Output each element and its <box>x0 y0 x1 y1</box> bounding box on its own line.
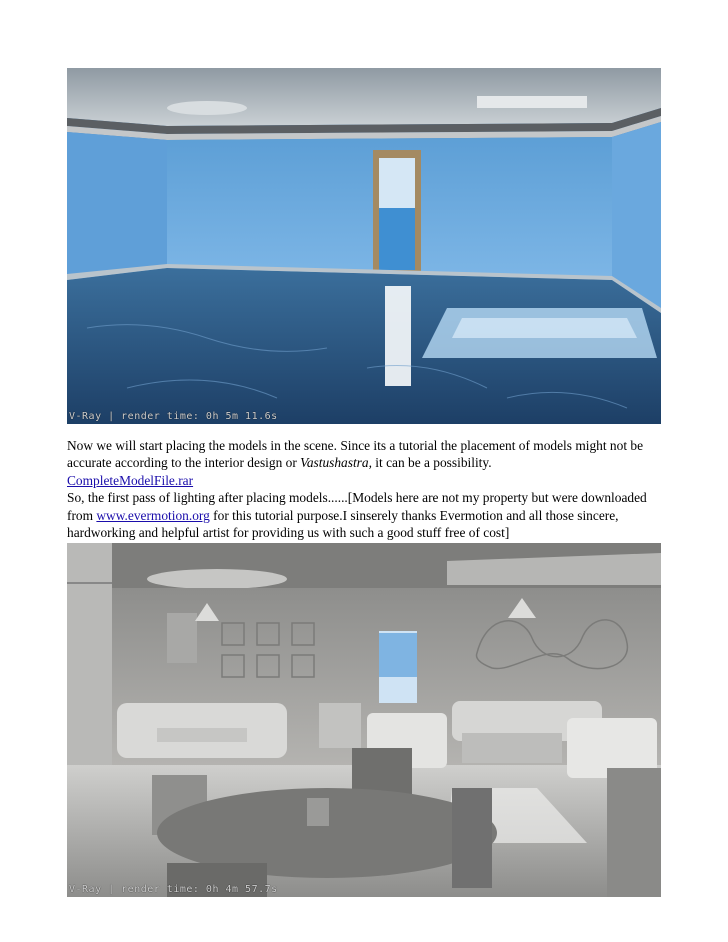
empty-room-render <box>67 68 661 424</box>
furnished-room-render <box>67 543 661 897</box>
evermotion-link[interactable]: www.evermotion.org <box>96 507 210 523</box>
lighting-pass-paragraph: So, the first pass of lighting after placing models......[Models here are not my property but were downloaded from www.evermotion.org for this tutorial purpose.I sinserely thanks Evermotion and all those sincere, hardworking and helpful artist for providing us with such a good stuff free of cost] <box>67 490 647 541</box>
furnished-room-image <box>67 543 661 897</box>
render-time-caption: V-Ray | render time: 0h 4m 57.7s <box>69 884 278 895</box>
render-time-caption: V-Ray | render time: 0h 5m 11.6s <box>69 411 278 422</box>
tutorial-text <box>67 437 667 541</box>
empty-room-image <box>67 68 661 424</box>
model-file-download-link[interactable]: CompleteModelFile.rar <box>67 472 194 488</box>
intro-paragraph: Now we will start placing the models in the scene. Since its a tutorial the placement of models might not be accurate according to the interior design or Vastushastra, it can be a possibility. <box>67 438 644 471</box>
